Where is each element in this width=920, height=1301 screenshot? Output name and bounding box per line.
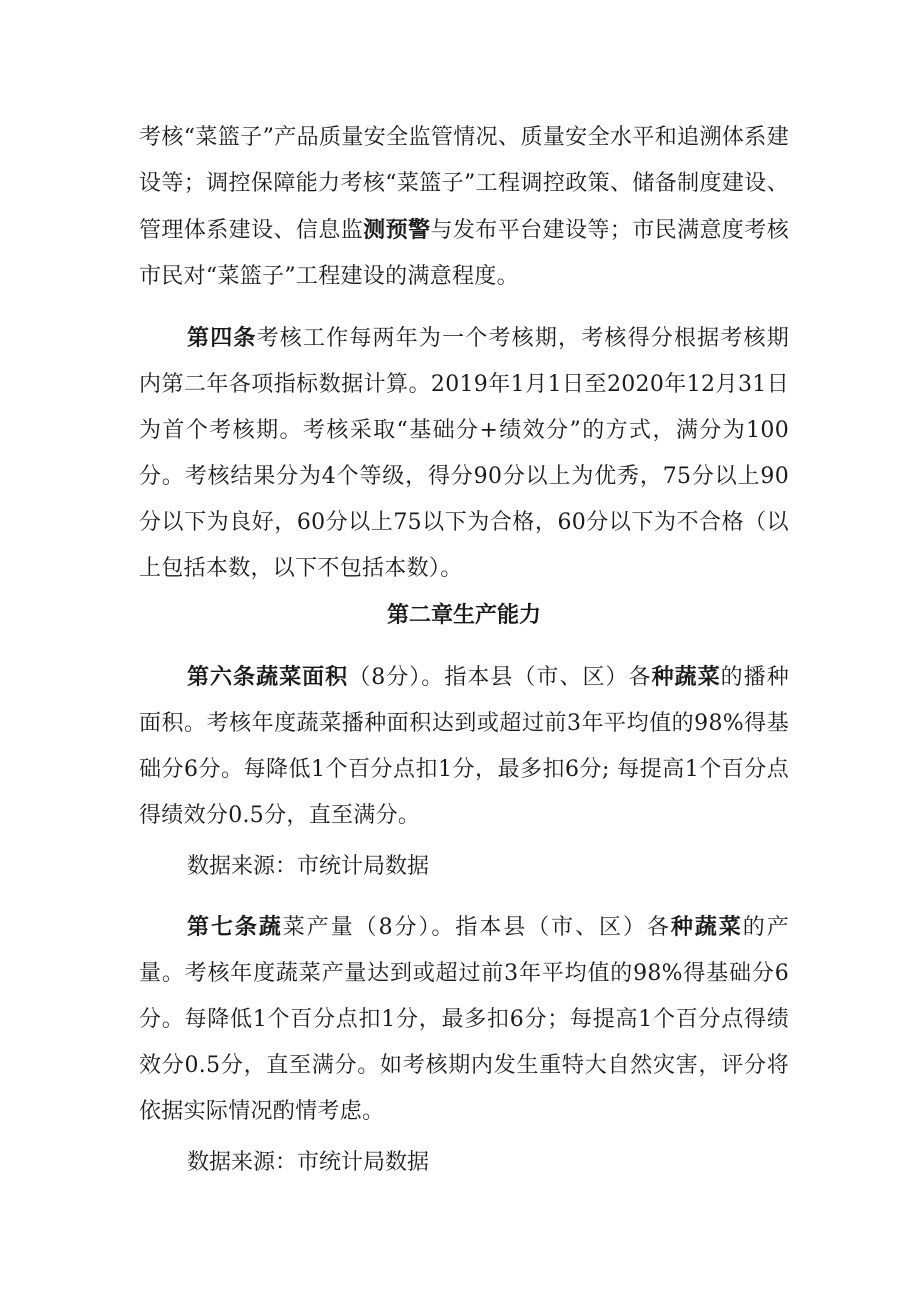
article-7 [139, 904, 789, 1135]
article-4 [139, 315, 789, 592]
article-text: （8分）。指本县（市、区）各 [348, 665, 652, 690]
emphasis-text: 种蔬菜 [670, 914, 743, 940]
article-label: 第四条 [187, 325, 257, 351]
article-text: 考核工作每两年为一个考核期，考核得分根据考核期内第二年各项指标数据计算。2019年1月1日至2020年12月31日为首个考核期。考核采取“基础分+绩效分”的方式，满分为100分。考核结果分为4个等级，得分90分以上为优秀，75分以上90分以下为良好，60分以上75以下为合格，60分以下为不合格（以上包括本数，以下不包括本数）。 [139, 326, 790, 581]
data-source-note: 数据来源：市统计局数据 [187, 1150, 430, 1175]
article-label: 第六条蔬菜面积 [187, 664, 349, 690]
chapter-heading: 第二章生产能力 [386, 602, 541, 628]
data-source-note: 数据来源：市统计局数据 [187, 854, 430, 879]
article-text: 菜产量（8分）。指本县（市、区）各 [282, 915, 671, 940]
article-label: 第七条蔬 [187, 914, 283, 940]
paragraph-assessment-content [139, 115, 789, 300]
article-6 [139, 654, 789, 839]
article-text: 的产量。考核年度蔬菜产量达到或超过前3年平均值的98%得基础分6分。每降低1个百分点扣1分，最多扣6分；每提高1个百分点得绩效分0.5分，直至满分。如考核期内发生重特大自然灾害，评分将依据实际情况酌情考虑。 [139, 915, 789, 1124]
paragraph-text: 与发布平台建设等；市民满意度考核市民对“菜篮子”工程建设的满意程度。 [139, 218, 789, 289]
article-text: 的播种面积。考核年度蔬菜播种面积达到或超过前3年平均值的98%得基础分6分。每降低1个百分点扣1分，最多扣6分; 每提高1个百分点得绩效分0.5分，直至满分。 [139, 665, 789, 828]
emphasis-text: 测预警 [363, 217, 431, 243]
paragraph-text: 考核“菜篮子”产品质量安全监管情况、质量安全水平和追溯体系建设等；调控保障能力考核“菜篮子”工程调控政策、储备制度建设、管理体系建设、信息监 [139, 125, 789, 243]
emphasis-text: 种蔬菜 [651, 664, 721, 690]
